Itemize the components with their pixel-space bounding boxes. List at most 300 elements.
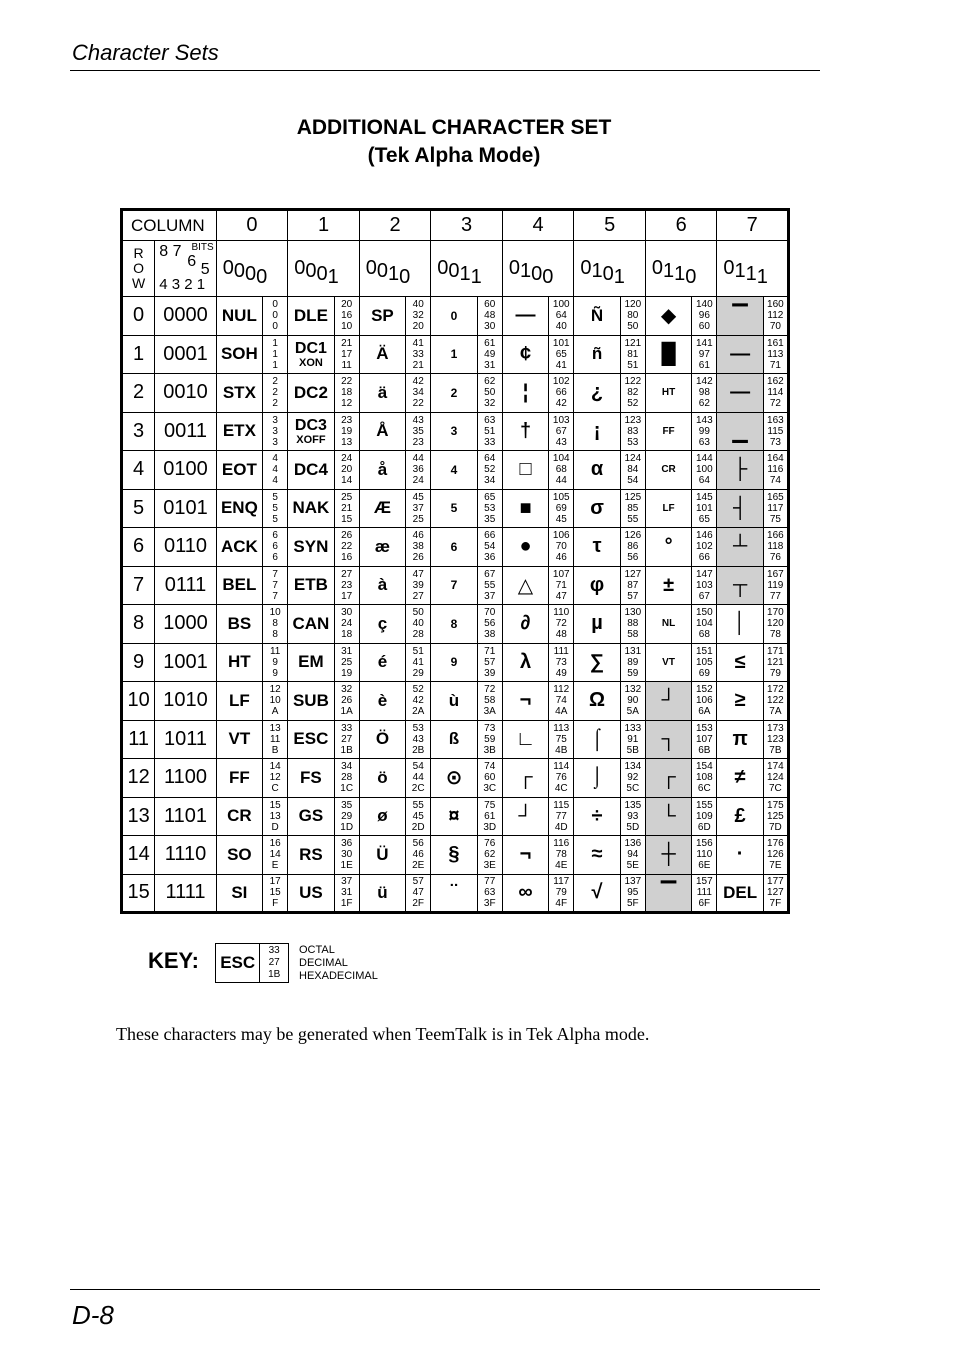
column-number: 5: [574, 210, 646, 241]
bit-digit: 0: [580, 257, 592, 279]
decimal-value: 113: [767, 348, 784, 360]
octal-value: 157: [695, 876, 713, 888]
character-code: [763, 643, 788, 682]
hex-value: 1B: [340, 744, 353, 756]
octal-value: 121: [624, 337, 642, 349]
table-row: [122, 412, 789, 451]
hex-value: 37: [484, 590, 496, 602]
table-row: [122, 605, 789, 644]
octal-value: 5: [272, 491, 278, 503]
row-number: 14: [122, 836, 155, 875]
octal-value: 45: [412, 491, 424, 503]
character-glyph: ┐: [661, 727, 676, 750]
hex-value: 3D: [483, 821, 497, 833]
hex-value: 7C: [768, 783, 782, 795]
decimal-value: 6: [272, 541, 278, 553]
hex-value: 4B: [555, 744, 568, 756]
character-cell: [502, 605, 548, 644]
character-code: [477, 874, 502, 913]
character-glyph: ⌠: [590, 727, 604, 750]
octal-value: 61: [484, 337, 496, 349]
character-cell: [717, 412, 763, 451]
character-code: [477, 682, 502, 721]
hex-value: 57: [627, 590, 639, 602]
hex-value: 52: [627, 398, 639, 410]
table-row: [122, 759, 789, 798]
decimal-value: 24: [341, 618, 353, 630]
octal-value: 120: [624, 299, 642, 311]
character-code: [692, 528, 717, 567]
octal-value: 44: [412, 453, 424, 465]
hex-value: 7: [272, 590, 278, 602]
character-code: [263, 759, 288, 798]
decimal-value: 84: [627, 464, 639, 476]
decimal-value: 107: [695, 733, 713, 745]
character-cell: [216, 874, 262, 913]
character-cell: [502, 489, 548, 528]
character-code: [620, 643, 645, 682]
decimal-value: 92: [627, 772, 639, 784]
hex-value: 35: [484, 513, 496, 525]
decimal-value: 81: [627, 348, 639, 360]
decimal-value: 29: [341, 810, 353, 822]
octal-value: 3: [272, 414, 278, 426]
character-code: [620, 374, 645, 413]
octal-value: 20: [341, 299, 353, 311]
character-code: [477, 836, 502, 875]
character-alias: XON: [298, 356, 323, 369]
hex-value: 68: [698, 629, 710, 641]
character-cell: [574, 528, 620, 567]
character-glyph: NUL: [221, 305, 257, 325]
row-number: 2: [122, 374, 155, 413]
hex-value: 29: [412, 667, 424, 679]
character-code: [334, 605, 359, 644]
character-cell: [574, 682, 620, 721]
decimal-value: 117: [767, 502, 784, 514]
character-code: [263, 874, 288, 913]
character-code: [549, 874, 574, 913]
character-cell: [288, 605, 334, 644]
character-glyph: ö: [377, 767, 388, 787]
character-glyph: Ä: [376, 344, 389, 364]
hex-value: 48: [555, 629, 567, 641]
octal-value: 31: [341, 645, 353, 657]
hex-value: F: [272, 898, 279, 910]
hex-value: 2: [272, 398, 278, 410]
octal-value: 133: [624, 722, 642, 734]
character-glyph: π: [732, 727, 748, 750]
hex-value: 4D: [554, 821, 568, 833]
bit-digit: 1: [388, 263, 400, 285]
hex-value: 4F: [555, 898, 568, 910]
decimal-value: 120: [767, 618, 784, 630]
decimal-value: 34: [412, 387, 424, 399]
character-cell: [717, 759, 763, 798]
row-bits: 0001: [155, 335, 216, 374]
octal-value: 117: [553, 876, 570, 888]
hex-value: 46: [555, 552, 567, 564]
hex-value: 7F: [769, 898, 782, 910]
table-row: [122, 682, 789, 721]
decimal-value: 50: [484, 387, 496, 399]
character-glyph: Å: [376, 421, 389, 441]
character-code: [477, 374, 502, 413]
character-code: [477, 412, 502, 451]
bit-digit: 0: [294, 257, 306, 279]
character-code: [477, 335, 502, 374]
character-cell: [431, 605, 477, 644]
hex-value: 12: [341, 398, 353, 410]
character-code: [477, 797, 502, 836]
character-code: [692, 412, 717, 451]
character-glyph: ¬: [519, 843, 532, 866]
column-number: 0: [216, 210, 288, 241]
octal-value: 151: [695, 645, 713, 657]
character-cell: [502, 412, 548, 451]
octal-value: 150: [695, 607, 713, 619]
character-code: [763, 297, 788, 336]
character-glyph: °: [664, 535, 673, 558]
octal-value: 162: [767, 376, 784, 388]
character-cell: [717, 566, 763, 605]
decimal-value: 121: [767, 656, 784, 668]
hex-value: 53: [627, 436, 639, 448]
character-glyph: HT: [228, 652, 251, 672]
octal-value: 171: [767, 645, 784, 657]
character-cell: [645, 720, 691, 759]
table-row: [122, 451, 789, 490]
bit-digit: 1: [591, 260, 603, 282]
decimal-value: 60: [484, 772, 496, 784]
key-octal-value: 33: [268, 945, 280, 956]
hex-value: 8: [272, 629, 278, 641]
character-glyph: 8: [450, 616, 458, 631]
character-cell: [717, 720, 763, 759]
character-glyph: Ω: [589, 689, 606, 712]
character-glyph: ▁: [732, 420, 748, 443]
character-glyph: ¤: [448, 804, 460, 827]
character-code: [334, 335, 359, 374]
character-cell: [288, 797, 334, 836]
character-code: [692, 720, 717, 759]
character-glyph: †: [519, 419, 532, 442]
character-code: [334, 643, 359, 682]
character-code: [263, 643, 288, 682]
character-cell: [216, 412, 262, 451]
octal-value: 52: [412, 684, 424, 696]
character-cell: [502, 836, 548, 875]
bits-legend-five: 5: [200, 261, 210, 278]
character-glyph: ┘: [661, 689, 676, 712]
column-bits-row: [122, 241, 789, 297]
decimal-value: 15: [269, 887, 281, 899]
hex-value: 54: [627, 475, 639, 487]
octal-value: 40: [412, 299, 424, 311]
hex-value: 6: [272, 552, 278, 564]
table-row: [122, 797, 789, 836]
character-cell: [431, 335, 477, 374]
character-code: [620, 451, 645, 490]
hex-value: 0: [272, 321, 278, 333]
character-code: [620, 297, 645, 336]
table-row: [122, 374, 789, 413]
character-cell: [645, 605, 691, 644]
bit-digit: 0: [602, 263, 614, 285]
character-code: [334, 759, 359, 798]
octal-value: 102: [552, 376, 570, 388]
table-row: [122, 335, 789, 374]
hex-value: 21: [412, 359, 424, 371]
row-bits: 1111: [155, 874, 216, 913]
character-glyph: └: [661, 804, 676, 827]
hex-value: 1D: [340, 821, 354, 833]
hex-value: B: [271, 744, 279, 756]
character-glyph: LF: [662, 502, 675, 514]
hex-value: 6A: [698, 706, 711, 718]
decimal-value: 70: [555, 541, 567, 553]
column-bit-pattern: [574, 241, 646, 297]
decimal-value: 21: [341, 502, 353, 514]
character-cell: [431, 643, 477, 682]
character-code: [620, 874, 645, 913]
row-label-letter: W: [132, 275, 146, 291]
table-row: [122, 489, 789, 528]
character-glyph: ¢: [519, 342, 532, 365]
character-glyph: CR: [227, 806, 252, 826]
decimal-value: 96: [698, 310, 710, 322]
key-legend: [299, 944, 378, 983]
decimal-value: 102: [695, 541, 713, 553]
hex-value: 2B: [412, 744, 425, 756]
character-glyph: ≈: [591, 843, 603, 866]
table-row: [122, 643, 789, 682]
hex-value: 44: [555, 475, 567, 487]
octal-value: 41: [412, 337, 424, 349]
character-code: [406, 836, 431, 875]
character-cell: [431, 412, 477, 451]
character-glyph: —: [515, 304, 536, 327]
table-row: [122, 528, 789, 567]
hex-value: 73: [769, 436, 781, 448]
character-cell: [502, 720, 548, 759]
octal-value: 13: [269, 722, 281, 734]
decimal-value: 64: [555, 310, 567, 322]
character-code: [692, 682, 717, 721]
octal-value: 54: [412, 761, 424, 773]
character-cell: [216, 605, 262, 644]
character-cell: [431, 374, 477, 413]
character-cell: [359, 682, 405, 721]
hex-value: 39: [484, 667, 496, 679]
octal-value: 55: [412, 799, 424, 811]
hex-value: 79: [769, 667, 781, 679]
octal-value: 10: [269, 607, 281, 619]
octal-value: 64: [484, 453, 496, 465]
octal-value: 143: [695, 414, 713, 426]
character-glyph: EOT: [221, 459, 257, 479]
octal-value: 76: [484, 838, 496, 850]
bit-digit: 1: [470, 266, 482, 288]
character-cell: [502, 759, 548, 798]
character-glyph: √: [591, 881, 603, 904]
character-cell: [288, 720, 334, 759]
decimal-value: 116: [767, 464, 784, 476]
hex-value: 65: [698, 513, 710, 525]
character-code: [263, 374, 288, 413]
octal-value: 36: [341, 838, 353, 850]
character-glyph: ¨: [450, 881, 458, 904]
character-code: [263, 682, 288, 721]
octal-value: 146: [695, 530, 713, 542]
decimal-value: 36: [412, 464, 424, 476]
octal-value: 15: [269, 799, 281, 811]
character-code: [334, 682, 359, 721]
character-glyph: ù: [448, 690, 460, 710]
character-cell: [717, 451, 763, 490]
hex-value: 1F: [340, 898, 353, 910]
decimal-value: 73: [555, 656, 567, 668]
character-cell: [717, 874, 763, 913]
character-code: [263, 335, 288, 374]
column-bit-pattern: [359, 241, 431, 297]
octal-value: 115: [553, 799, 570, 811]
character-code: [334, 566, 359, 605]
hex-value: 2F: [412, 898, 425, 910]
bit-digit: 0: [305, 260, 317, 282]
octal-value: 124: [624, 453, 642, 465]
octal-value: 72: [484, 684, 496, 696]
octal-value: 16: [269, 838, 281, 850]
key-legend-hex: HEXADECIMAL: [299, 970, 378, 982]
character-code: [406, 759, 431, 798]
decimal-value: 33: [412, 348, 424, 360]
character-cell: [359, 643, 405, 682]
decimal-value: 78: [555, 849, 567, 861]
character-code: [549, 374, 574, 413]
bit-digit: 1: [327, 266, 339, 288]
decimal-value: 57: [484, 656, 496, 668]
character-cell: [288, 759, 334, 798]
row-bits: 0100: [155, 451, 216, 490]
hex-value: 7D: [768, 821, 782, 833]
decimal-value: 11: [269, 733, 281, 745]
octal-value: 70: [484, 607, 496, 619]
decimal-value: 83: [627, 425, 639, 437]
character-cell: [288, 451, 334, 490]
character-cell: [645, 643, 691, 682]
character-cell: [359, 797, 405, 836]
decimal-value: 100: [695, 464, 713, 476]
row-bits: 1010: [155, 682, 216, 721]
character-glyph: ü: [377, 882, 388, 902]
octal-value: 134: [624, 761, 642, 773]
octal-value: 127: [624, 568, 642, 580]
character-glyph: FF: [228, 767, 250, 787]
octal-value: 100: [552, 299, 570, 311]
hex-value: 24: [412, 475, 424, 487]
decimal-value: 97: [698, 348, 710, 360]
character-code: [763, 335, 788, 374]
character-glyph: GS: [298, 806, 324, 826]
character-glyph: λ: [519, 650, 532, 673]
row-bits: 1011: [155, 720, 216, 759]
octal-value: 106: [552, 530, 570, 542]
octal-value: 166: [767, 530, 784, 542]
key-example-char: ESC: [220, 953, 256, 972]
character-glyph: ß: [448, 729, 460, 749]
decimal-value: 32: [412, 310, 424, 322]
decimal-value: 82: [627, 387, 639, 399]
octal-value: 147: [695, 568, 713, 580]
row-bits: 1001: [155, 643, 216, 682]
character-glyph: å: [377, 459, 388, 479]
character-cell: [502, 643, 548, 682]
character-glyph: □: [519, 458, 532, 481]
character-cell: [288, 836, 334, 875]
character-code: [334, 797, 359, 836]
character-cell: [574, 874, 620, 913]
decimal-value: 98: [698, 387, 710, 399]
octal-value: 65: [484, 491, 496, 503]
octal-value: 7: [272, 568, 278, 580]
decimal-value: 10: [269, 695, 281, 707]
header-rule: [70, 70, 820, 71]
column-header-row: [122, 210, 789, 241]
character-glyph: FS: [300, 767, 322, 787]
character-glyph: △: [517, 574, 534, 597]
hex-value: 1C: [340, 783, 354, 795]
decimal-value: 85: [627, 502, 639, 514]
character-code: [406, 797, 431, 836]
page-number: D-8: [72, 1300, 114, 1330]
character-glyph: 6: [450, 539, 458, 554]
bit-digit: 1: [734, 260, 746, 282]
hex-value: 6F: [698, 898, 711, 910]
hex-value: 7A: [769, 706, 782, 718]
bits-legend-six: 6: [187, 253, 197, 270]
character-code: [406, 605, 431, 644]
character-glyph: ETX: [222, 421, 256, 441]
hex-value: 6C: [697, 783, 711, 795]
octal-value: 155: [695, 799, 713, 811]
decimal-value: 12: [269, 772, 281, 784]
row-number: 6: [122, 528, 155, 567]
octal-value: 122: [624, 376, 642, 388]
hex-value: 78: [769, 629, 781, 641]
octal-value: 32: [341, 684, 353, 696]
hex-value: D: [271, 821, 279, 833]
character-cell: [645, 528, 691, 567]
character-code: [549, 605, 574, 644]
decimal-value: 125: [767, 810, 784, 822]
character-glyph: DC4: [293, 459, 328, 479]
character-code: [477, 528, 502, 567]
character-cell: [431, 874, 477, 913]
character-code: [406, 643, 431, 682]
character-glyph: ┌: [661, 766, 676, 789]
octal-value: 22: [341, 376, 353, 388]
decimal-value: 26: [341, 695, 353, 707]
character-code: [692, 759, 717, 798]
character-code: [620, 335, 645, 374]
octal-value: 137: [624, 876, 642, 888]
decimal-value: 52: [484, 464, 496, 476]
character-glyph: CAN: [292, 613, 330, 633]
character-cell: [574, 489, 620, 528]
character-cell: [717, 605, 763, 644]
character-cell: [216, 682, 262, 721]
